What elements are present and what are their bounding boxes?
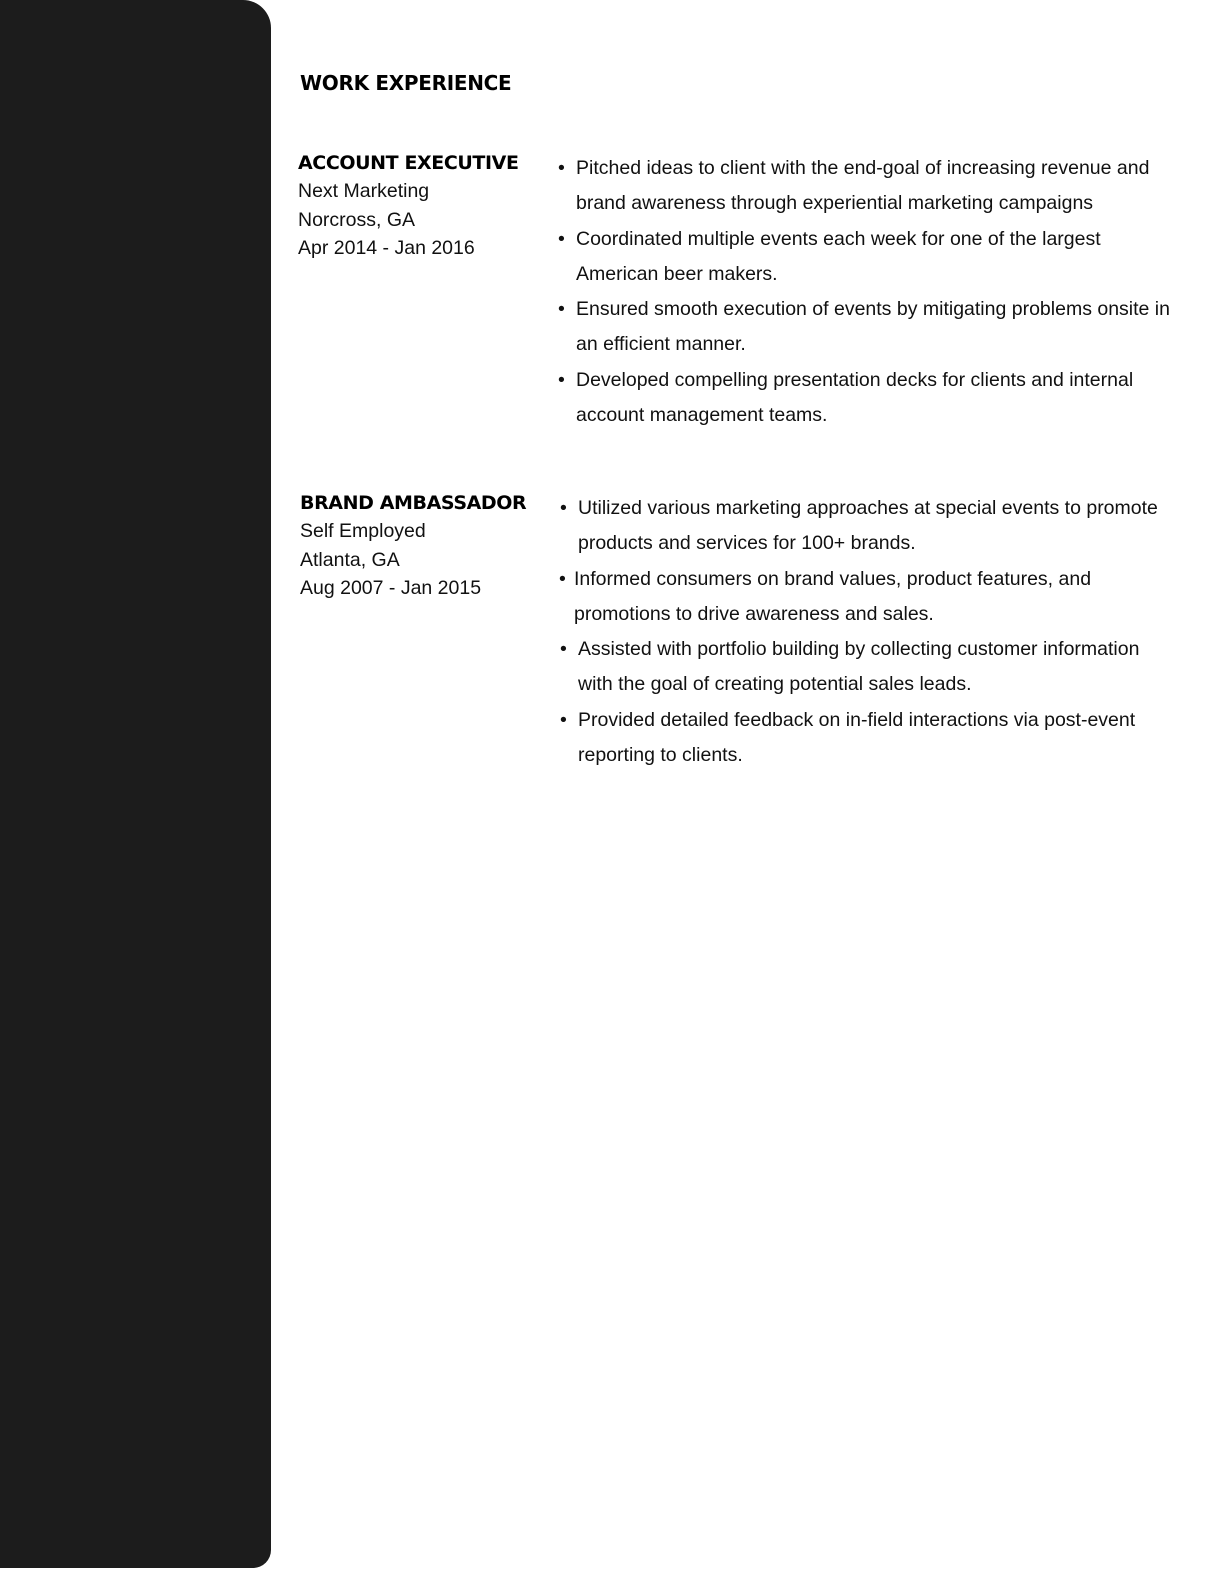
bullet-icon: • (560, 497, 567, 519)
bullet-text: Coordinated multiple events each week for one of the largest American beer makers. (576, 227, 1101, 285)
job-bullet-list (559, 491, 1163, 773)
job-location: Norcross, GA (298, 208, 416, 231)
job-location: Atlanta, GA (300, 548, 400, 571)
job-dates: Aug 2007 - Jan 2015 (300, 577, 482, 599)
job-company: Self Employed (300, 520, 426, 542)
section-title-work-experience: WORK EXPERIENCE (300, 71, 512, 95)
bullet-text: Pitched ideas to client with the end-goal of increasing revenue and brand awareness through experiential marketing campaigns (576, 157, 1150, 215)
bullet-text: Utilized various marketing approaches at special events to promote products and services for 100+ brands. (578, 497, 1158, 555)
bullet-text: Informed consumers on brand values, product features, and promotions to drive awareness and sales. (574, 567, 1092, 625)
list-item (558, 363, 1176, 434)
job-title: BRAND AMBASSADOR (300, 492, 527, 514)
bullet-text: Assisted with portfolio building by collecting customer information with the goal of creating potential sales leads. (578, 638, 1140, 696)
bullet-icon: • (558, 298, 565, 321)
list-item (558, 222, 1176, 293)
bullet-icon: • (560, 708, 567, 731)
bullet-icon: • (558, 368, 565, 391)
bullet-icon: • (559, 567, 566, 590)
list-item (560, 703, 1163, 774)
job-meta (300, 491, 550, 603)
bullet-text: Developed compelling presentation decks for clients and internal account management teams. (576, 368, 1134, 427)
bullet-text: Ensured smooth execution of events by mitigating problems onsite in an efficient manner. (576, 298, 1170, 356)
list-item (560, 632, 1163, 703)
job-meta (298, 151, 548, 263)
bullet-text: Provided detailed feedback on in-field interactions via post-event reporting to clients. (578, 708, 1136, 767)
job-title: ACCOUNT EXECUTIVE (298, 152, 519, 174)
list-item (560, 491, 1163, 562)
list-item (558, 292, 1176, 363)
bullet-icon: • (558, 227, 565, 250)
job-company: Next Marketing (298, 180, 430, 202)
bullet-icon: • (560, 638, 567, 661)
list-item (559, 562, 1163, 633)
sidebar-panel (0, 0, 271, 1568)
bullet-icon: • (558, 157, 565, 179)
job-bullet-list (558, 151, 1176, 433)
job-dates: Apr 2014 - Jan 2016 (298, 237, 475, 259)
list-item (558, 151, 1176, 222)
